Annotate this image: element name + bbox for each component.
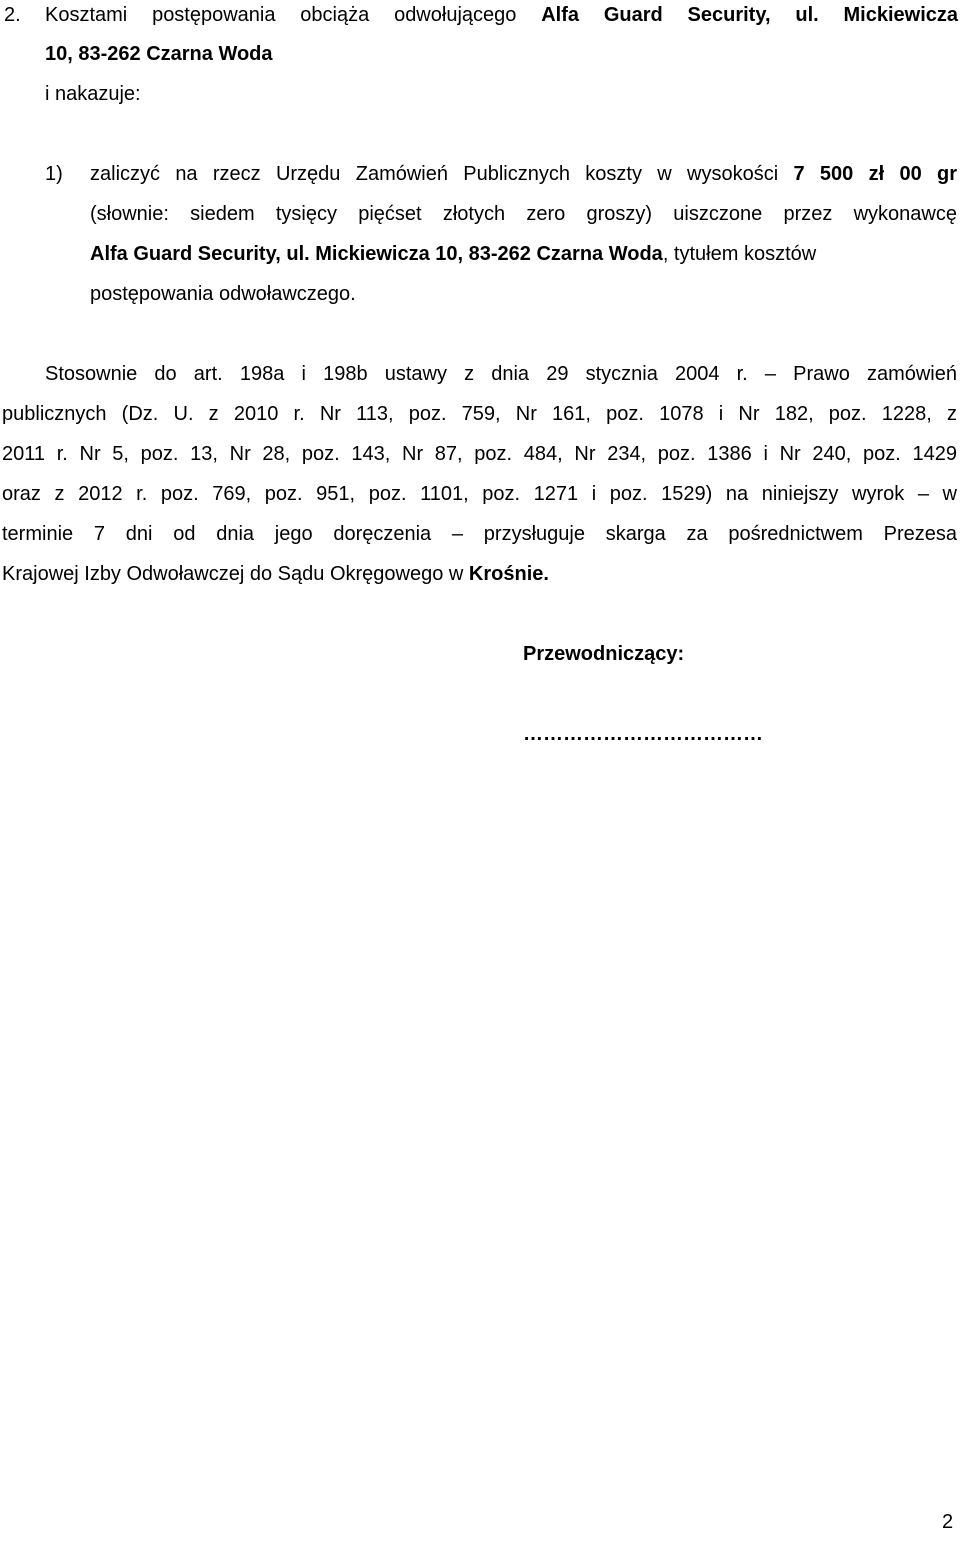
order1-line3	[90, 242, 957, 266]
appeal-line4: oraz z 2012 r. poz. 769, poz. 951, poz. 1101, poz. 1271 i poz. 1529) na niniejszy wyrok – w	[2, 483, 957, 505]
court-location: Krośnie.	[468, 563, 549, 585]
signature-title: Przewodniczący:	[523, 643, 685, 665]
item2-line1	[45, 3, 958, 27]
appeal-line2: publicznych (Dz. U. z 2010 r. Nr 113, poz. 759, Nr 161, poz. 1078 i Nr 182, poz. 1228, z	[2, 403, 957, 425]
order1-contractor: Alfa Guard Security, ul. Mickiewicza 10, 83-262 Czarna Woda	[90, 243, 663, 265]
signature-dots: ………………………………	[523, 723, 763, 745]
order1-line2: (słownie: siedem tysięcy pięćset złotych zero groszy) uiszczone przez wykonawcę	[90, 203, 957, 225]
order1-line4: postępowania odwoławczego.	[90, 283, 356, 305]
appeal-line1: Stosownie do art. 198a i 198b ustawy z dnia 29 stycznia 2004 r. – Prawo zamówień	[45, 363, 957, 385]
item2-line2: 10, 83-262 Czarna Woda	[45, 43, 273, 65]
order1-line1-text: zaliczyć na rzecz Urzędu Zamówień Publicznych koszty w wysokości	[90, 163, 779, 185]
order1-number: 1)	[45, 163, 63, 185]
item2-number: 2.	[4, 4, 21, 26]
item2-line3: i nakazuje:	[45, 83, 141, 105]
appeal-line5: terminie 7 dni od dnia jego doręczenia – przysługuje skarga za pośrednictwem Prezesa	[2, 523, 957, 545]
order1-amount: 7 500 zł 00 gr	[793, 163, 957, 185]
item2-line1-text: Kosztami postępowania obciąża odwołującego	[45, 4, 517, 26]
appeal-line3: 2011 r. Nr 5, poz. 13, Nr 28, poz. 143, Nr 87, poz. 484, Nr 234, poz. 1386 i Nr 240, poz. 1429	[2, 443, 957, 465]
order1-line1	[90, 162, 957, 186]
page-number: 2	[942, 1511, 954, 1533]
appeal-line6	[2, 562, 549, 586]
appeal-line6-text: Krajowej Izby Odwoławczej do Sądu Okręgowego w	[2, 563, 464, 585]
order1-line3-text: , tytułem kosztów	[662, 243, 817, 265]
item2-line1-bold: Alfa Guard Security, ul. Mickiewicza	[541, 4, 959, 26]
